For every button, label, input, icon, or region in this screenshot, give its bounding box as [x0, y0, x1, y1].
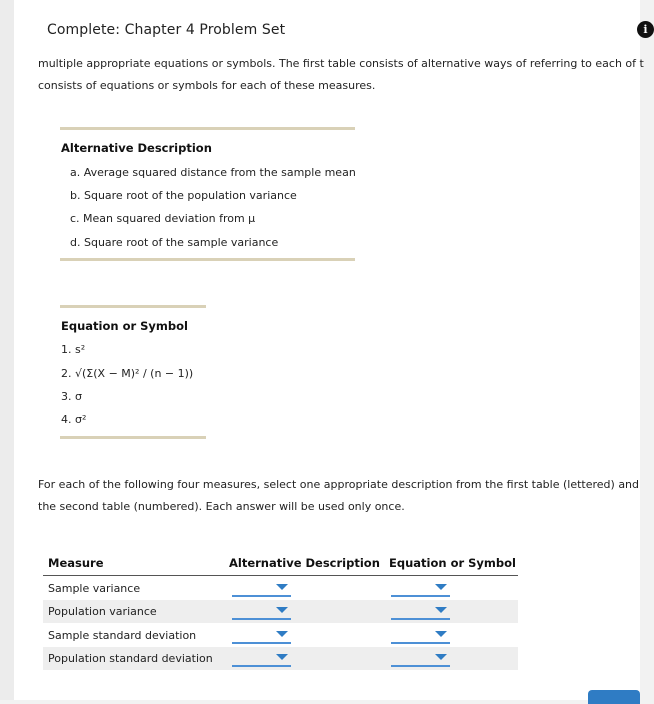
column-header-equation: Equation or Symbol: [389, 556, 516, 570]
chevron-down-icon: [276, 654, 288, 660]
equation-dropdown[interactable]: [391, 605, 450, 620]
chevron-down-icon: [435, 584, 447, 590]
table-row: [43, 647, 518, 670]
table-row: [43, 577, 518, 600]
page-header: [14, 0, 648, 56]
equation-dropdown[interactable]: [391, 652, 450, 667]
column-header-measure: Measure: [48, 556, 104, 570]
equation-dropdown[interactable]: [391, 629, 450, 644]
chevron-down-icon: [435, 654, 447, 660]
description-dropdown[interactable]: [232, 629, 291, 644]
table2-top-rule: [60, 305, 206, 308]
table2-item: 1. s²: [61, 343, 86, 356]
table1-bottom-rule: [60, 258, 355, 261]
table2-item: 2. √(Σ(X − M)² / (n − 1)): [61, 367, 194, 380]
measure-label: Population variance: [48, 605, 157, 618]
description-dropdown[interactable]: [232, 605, 291, 620]
instructions-line-1: For each of the following four measures, select one appropriate description from the first table (lettered) and: [38, 478, 640, 491]
table1-item: a. Average squared distance from the sample mean: [70, 166, 356, 179]
chevron-down-icon: [276, 631, 288, 637]
instructions-line-2: the second table (numbered). Each answer will be used only once.: [38, 500, 405, 513]
table2-bottom-rule: [60, 436, 206, 439]
chevron-down-icon: [435, 631, 447, 637]
chevron-down-icon: [435, 607, 447, 613]
table-row: [43, 600, 518, 623]
table1-item: d. Square root of the sample variance: [70, 236, 279, 249]
measure-label: Sample standard deviation: [48, 629, 197, 642]
table1-heading: Alternative Description: [61, 141, 212, 155]
table1-item: b. Square root of the population variance: [70, 189, 297, 202]
check-work-button[interactable]: [588, 690, 640, 704]
description-dropdown[interactable]: [232, 652, 291, 667]
left-sidebar-strip: [0, 0, 14, 700]
header-divider: [43, 575, 518, 576]
table-row: [43, 624, 518, 647]
intro-line-1: multiple appropriate equations or symbols. The first table consists of alternative ways of referring to each of t: [38, 57, 644, 70]
equation-dropdown[interactable]: [391, 582, 450, 597]
measure-label: Sample variance: [48, 582, 141, 595]
table2-item: 3. σ: [61, 390, 82, 403]
table2-item: 4. σ²: [61, 413, 87, 426]
page-title: Complete: Chapter 4 Problem Set: [47, 22, 286, 38]
table2-heading: Equation or Symbol: [61, 319, 188, 333]
column-header-description: Alternative Description: [229, 556, 380, 570]
chevron-down-icon: [276, 584, 288, 590]
table1-item: c. Mean squared deviation from μ: [70, 212, 256, 225]
info-icon[interactable]: i: [637, 21, 654, 38]
intro-line-2: consists of equations or symbols for each of these measures.: [38, 79, 376, 92]
table1-top-rule: [60, 127, 355, 130]
measure-label: Population standard deviation: [48, 652, 213, 665]
description-dropdown[interactable]: [232, 582, 291, 597]
chevron-down-icon: [276, 607, 288, 613]
